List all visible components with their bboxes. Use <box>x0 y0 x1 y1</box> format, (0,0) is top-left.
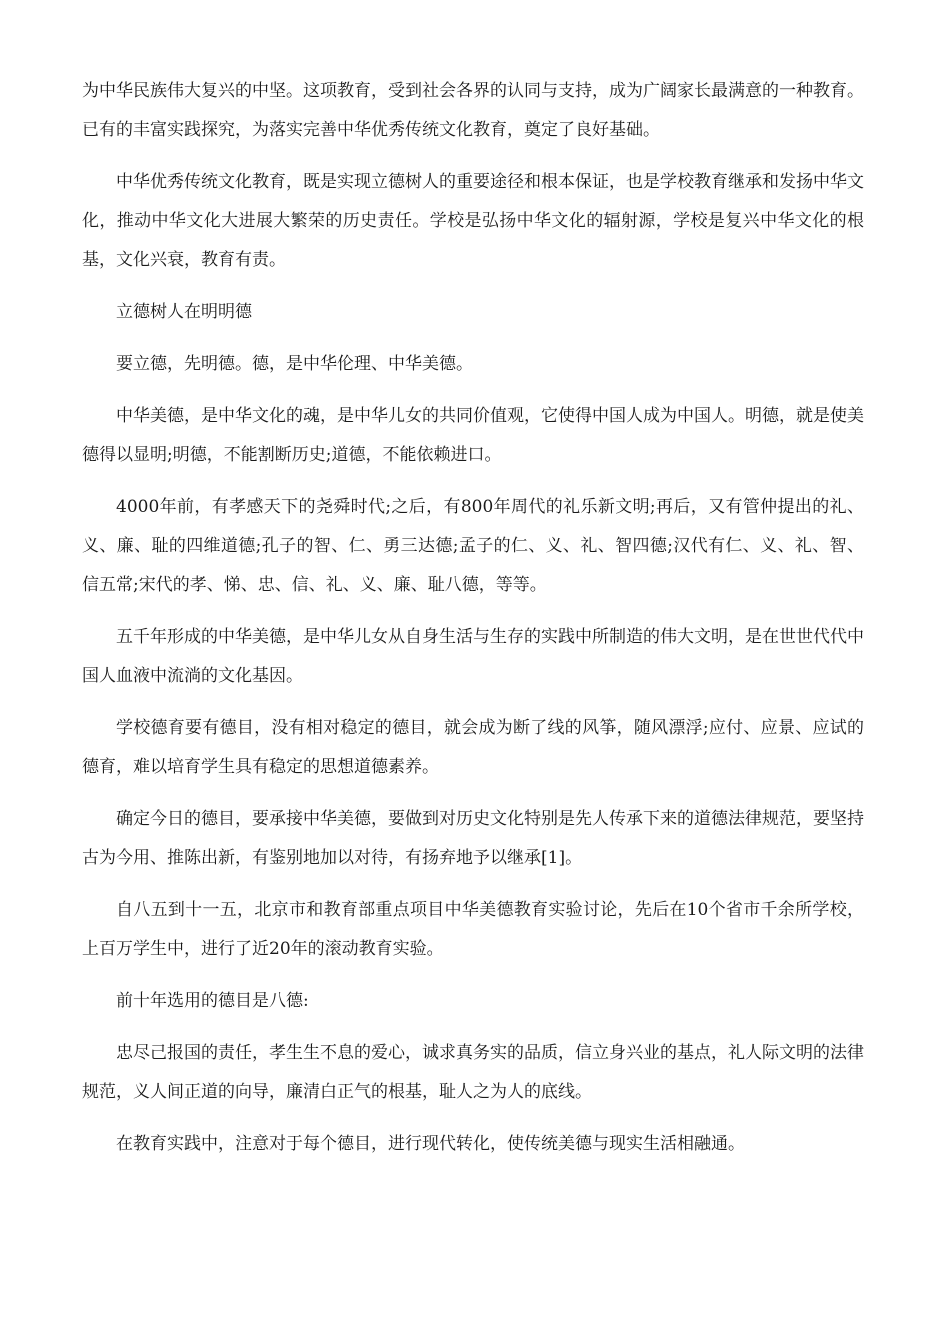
paragraph-moral-education-items: 学校德育要有德目，没有相对稳定的德目，就会成为断了线的风筝，随风漂浮;应付、应景、应试的德育，难以培育学生具有稳定的思想道德素养。 <box>82 718 864 777</box>
paragraph-experiment: 自八五到十一五，北京市和教育部重点项目中华美德教育实验讨论，先后在10个省市千余所学校，上百万学生中，进行了近20年的滚动教育实验。 <box>82 900 864 959</box>
paragraph-continuation: 为中华民族伟大复兴的中坚。这项教育，受到社会各界的认同与支持，成为广阔家长最满意的一种教育。已有的丰富实践探究，为落实完善中华优秀传统文化教育，奠定了良好基础。 <box>82 81 864 140</box>
paragraph-li-de: 要立德，先明德。德，是中华伦理、中华美德。 <box>116 354 473 374</box>
paragraph-determine-items: 确定今日的德目，要承接中华美德，要做到对历史文化特别是先人传承下来的道德法律规范，要坚持古为今用、推陈出新，有鉴别地加以对待，有扬弃地予以继承[1]。 <box>82 809 864 868</box>
section-heading-ming-ming-de: 立德树人在明明德 <box>116 302 252 322</box>
paragraph-history-of-virtues: 4000年前，有孝感天下的尧舜时代;之后，有800年周代的礼乐新文明;再后，又有管仲提出的礼、义、廉、耻的四维道德;孔子的智、仁、勇三达德;孟子的仁、义、礼、智四德;汉代有仁、义、礼、智、信五常;宋代的孝、悌、忠、信、礼、义、廉、耻八德，等等。 <box>82 497 864 595</box>
paragraph-chinese-virtue: 中华美德，是中华文化的魂，是中华儿女的共同价值观，它使得中国人成为中国人。明德，就是使美德得以显明;明德，不能割断历史;道德，不能依赖进口。 <box>82 406 864 465</box>
paragraph-five-thousand-years: 五千年形成的中华美德，是中华儿女从自身生活与生存的实践中所制造的伟大文明，是在世世代代中国人血液中流淌的文化基因。 <box>82 627 864 686</box>
paragraph-modern-transformation: 在教育实践中，注意对于每个德目，进行现代转化，使传统美德与现实生活相融通。 <box>116 1134 745 1154</box>
paragraph-eight-virtues: 忠尽己报国的责任，孝生生不息的爱心，诚求真务实的品质，信立身兴业的基点，礼人际文明的法律规范，义人间正道的向导，廉清白正气的根基，耻人之为人的底线。 <box>82 1043 864 1102</box>
paragraph-eight-virtues-intro: 前十年选用的德目是八德: <box>116 991 309 1011</box>
paragraph-traditional-culture-education: 中华优秀传统文化教育，既是实现立德树人的重要途径和根本保证，也是学校教育继承和发扬中华文化，推动中华文化大进展大繁荣的历史责任。学校是弘扬中华文化的辐射源，学校是复兴中华文化的根基，文化兴衰，教育有责。 <box>82 172 864 270</box>
